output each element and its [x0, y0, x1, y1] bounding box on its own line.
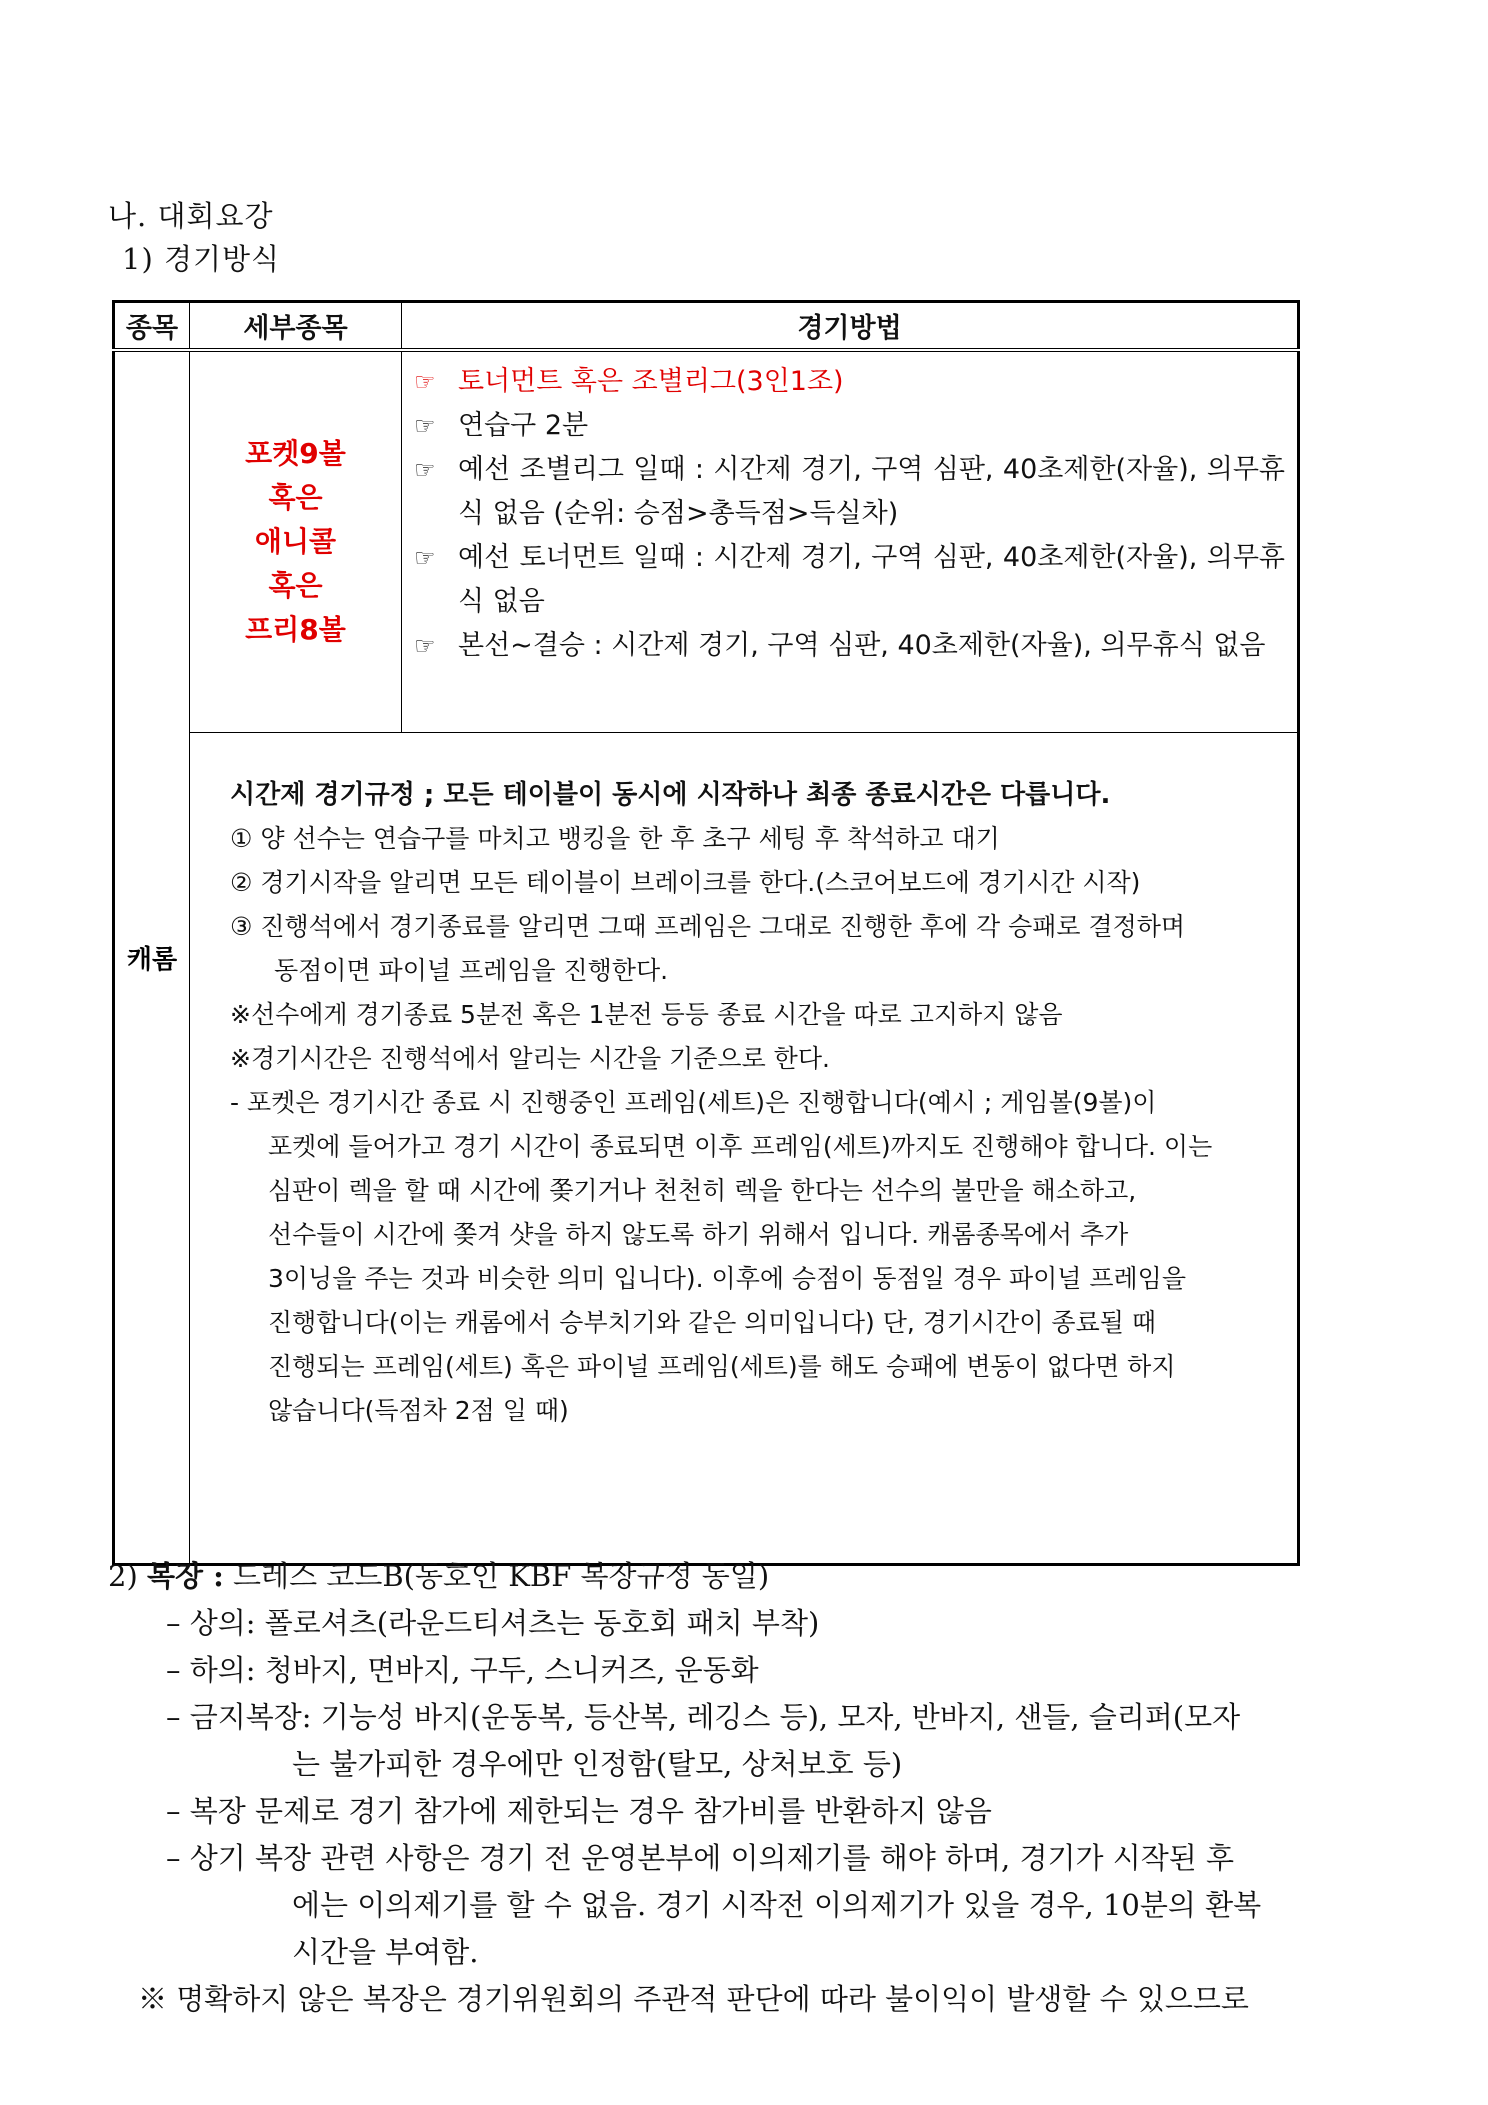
dress-code-section	[108, 1553, 1398, 2023]
time-rule-item: ② 경기시작을 알리면 모든 테이블이 브레이크를 한다.(스코어보드에 경기시간 시작)	[230, 868, 1141, 897]
match-rules-table	[112, 300, 1300, 1566]
table-row	[114, 350, 1299, 733]
pointing-hand-icon: ☞	[414, 544, 436, 572]
time-rules-title: 시간제 경기규정 ; 모든 테이블이 동시에 시작하나 최종 종료시간은 다릅니다.	[230, 780, 1111, 810]
dress-code-item: – 상의: 폴로셔츠(라운드티셔츠는 동호회 패치 부착)	[166, 1606, 820, 1640]
subcategory-line: 혹은	[268, 481, 323, 514]
subcategory-line: 애니콜	[254, 525, 337, 558]
subcategory-line: 프리8볼	[245, 613, 346, 646]
time-rule-item: ③ 진행석에서 경기종료를 알리면 그때 프레임은 그대로 진행한 후에 각 승패로 결정하며	[230, 912, 1186, 941]
time-rule-item-cont: 동점이면 파이널 프레임을 진행한다.	[274, 956, 669, 985]
dress-code-item-cont: 시간을 부여함.	[292, 1935, 479, 1969]
dress-code-item-cont: 에는 이의제기를 할 수 없음. 경기 시작전 이의제기가 있을 경우, 10분의 환복	[292, 1888, 1262, 1922]
pocket-rule: - 포켓은 경기시간 종료 시 진행중인 프레임(세트)은 진행합니다(예시 ; 게임볼(9볼)이	[230, 1088, 1157, 1117]
category-cell: 캐롬	[114, 350, 190, 1565]
time-rule-item: ① 양 선수는 연습구를 마치고 뱅킹을 한 후 초구 세팅 후 착석하고 대기	[230, 824, 1000, 853]
method-item: ☞ 연습구 2분	[414, 404, 1285, 448]
table-header-row	[114, 302, 1299, 351]
subcategory-line: 포켓9볼	[245, 437, 346, 470]
time-rule-note: ※경기시간은 진행석에서 알리는 시간을 기준으로 한다.	[230, 1044, 830, 1073]
pocket-rule-cont: 포켓에 들어가고 경기 시간이 종료되면 이후 프레임(세트)까지도 진행해야 합니다. 이는	[268, 1132, 1213, 1161]
header-method: 경기방법	[402, 302, 1299, 351]
subcategory-cell	[190, 350, 402, 733]
methods-cell	[402, 350, 1299, 733]
pointing-hand-icon: ☞	[414, 368, 436, 396]
pointing-hand-icon: ☞	[414, 456, 436, 484]
dress-code-label: 복장 :	[146, 1559, 224, 1593]
time-rules-cell	[190, 733, 1299, 1565]
header-event: 종목	[114, 302, 190, 351]
dress-code-item-cont: 는 불가피한 경우에만 인정함(탈모, 상처보호 등)	[292, 1747, 903, 1781]
subcategory-line: 혹은	[268, 569, 323, 602]
section-subtitle: 1) 경기방식	[122, 242, 281, 276]
dress-code-item: – 복장 문제로 경기 참가에 제한되는 경우 참가비를 반환하지 않음	[166, 1794, 992, 1828]
dress-code-item: – 하의: 청바지, 면바지, 구두, 스니커즈, 운동화	[166, 1653, 759, 1687]
pocket-rule-cont: 3이닝을 주는 것과 비슷한 의미 입니다). 이후에 승점이 동점일 경우 파이널 프레임을	[268, 1264, 1186, 1293]
dress-code-title: 2) 복장 : 드레스 코드B(동호인 KBF 복장규정 동일)	[108, 1559, 770, 1593]
pocket-rule-cont: 않습니다(득점차 2점 일 때)	[268, 1396, 569, 1425]
dress-code-item: – 상기 복장 관련 사항은 경기 전 운영본부에 이의제기를 해야 하며, 경기가 시작된 후	[166, 1841, 1235, 1875]
pointing-hand-icon: ☞	[414, 632, 436, 660]
method-item: ☞ 본선~결승 : 시간제 경기, 구역 심판, 40초제한(자율), 의무휴식 없음	[414, 624, 1285, 668]
header-sub-event: 세부종목	[190, 302, 402, 351]
method-item: ☞ 토너먼트 혹은 조별리그(3인1조)	[414, 360, 1285, 404]
pocket-rule-cont: 진행합니다(이는 캐롬에서 승부치기와 같은 의미입니다) 단, 경기시간이 종료될 때	[268, 1308, 1156, 1337]
pocket-rule-cont: 진행되는 프레임(세트) 혹은 파이널 프레임(세트)를 해도 승패에 변동이 없다면 하지	[268, 1352, 1176, 1381]
method-item: ☞ 예선 조별리그 일때 : 시간제 경기, 구역 심판, 40초제한(자율), 의무휴식 없음 (순위: 승점>총득점>득실차)	[414, 448, 1285, 536]
pocket-rule-cont: 선수들이 시간에 쫒겨 샷을 하지 않도록 하기 위해서 입니다. 캐롬종목에서 추가	[268, 1220, 1129, 1249]
dress-code-item: – 금지복장: 기능성 바지(운동복, 등산복, 레깅스 등), 모자, 반바지, 샌들, 슬리퍼(모자	[166, 1700, 1241, 1734]
method-item: ☞ 예선 토너먼트 일때 : 시간제 경기, 구역 심판, 40초제한(자율), 의무휴식 없음	[414, 536, 1285, 624]
section-title: 나. 대회요강	[108, 199, 274, 233]
pocket-rule-cont: 심판이 렉을 할 때 시간에 쫒기거나 천천히 렉을 한다는 선수의 불만을 해소하고,	[268, 1176, 1137, 1205]
time-rule-note: ※선수에게 경기종료 5분전 혹은 1분전 등등 종료 시간을 따로 고지하지 않음	[230, 1000, 1063, 1029]
dress-code-note: ※ 명확하지 않은 복장은 경기위원회의 주관적 판단에 따라 불이익이 발생할 수 있으므로	[138, 1982, 1249, 2016]
table-row	[114, 733, 1299, 1565]
pointing-hand-icon: ☞	[414, 412, 436, 440]
